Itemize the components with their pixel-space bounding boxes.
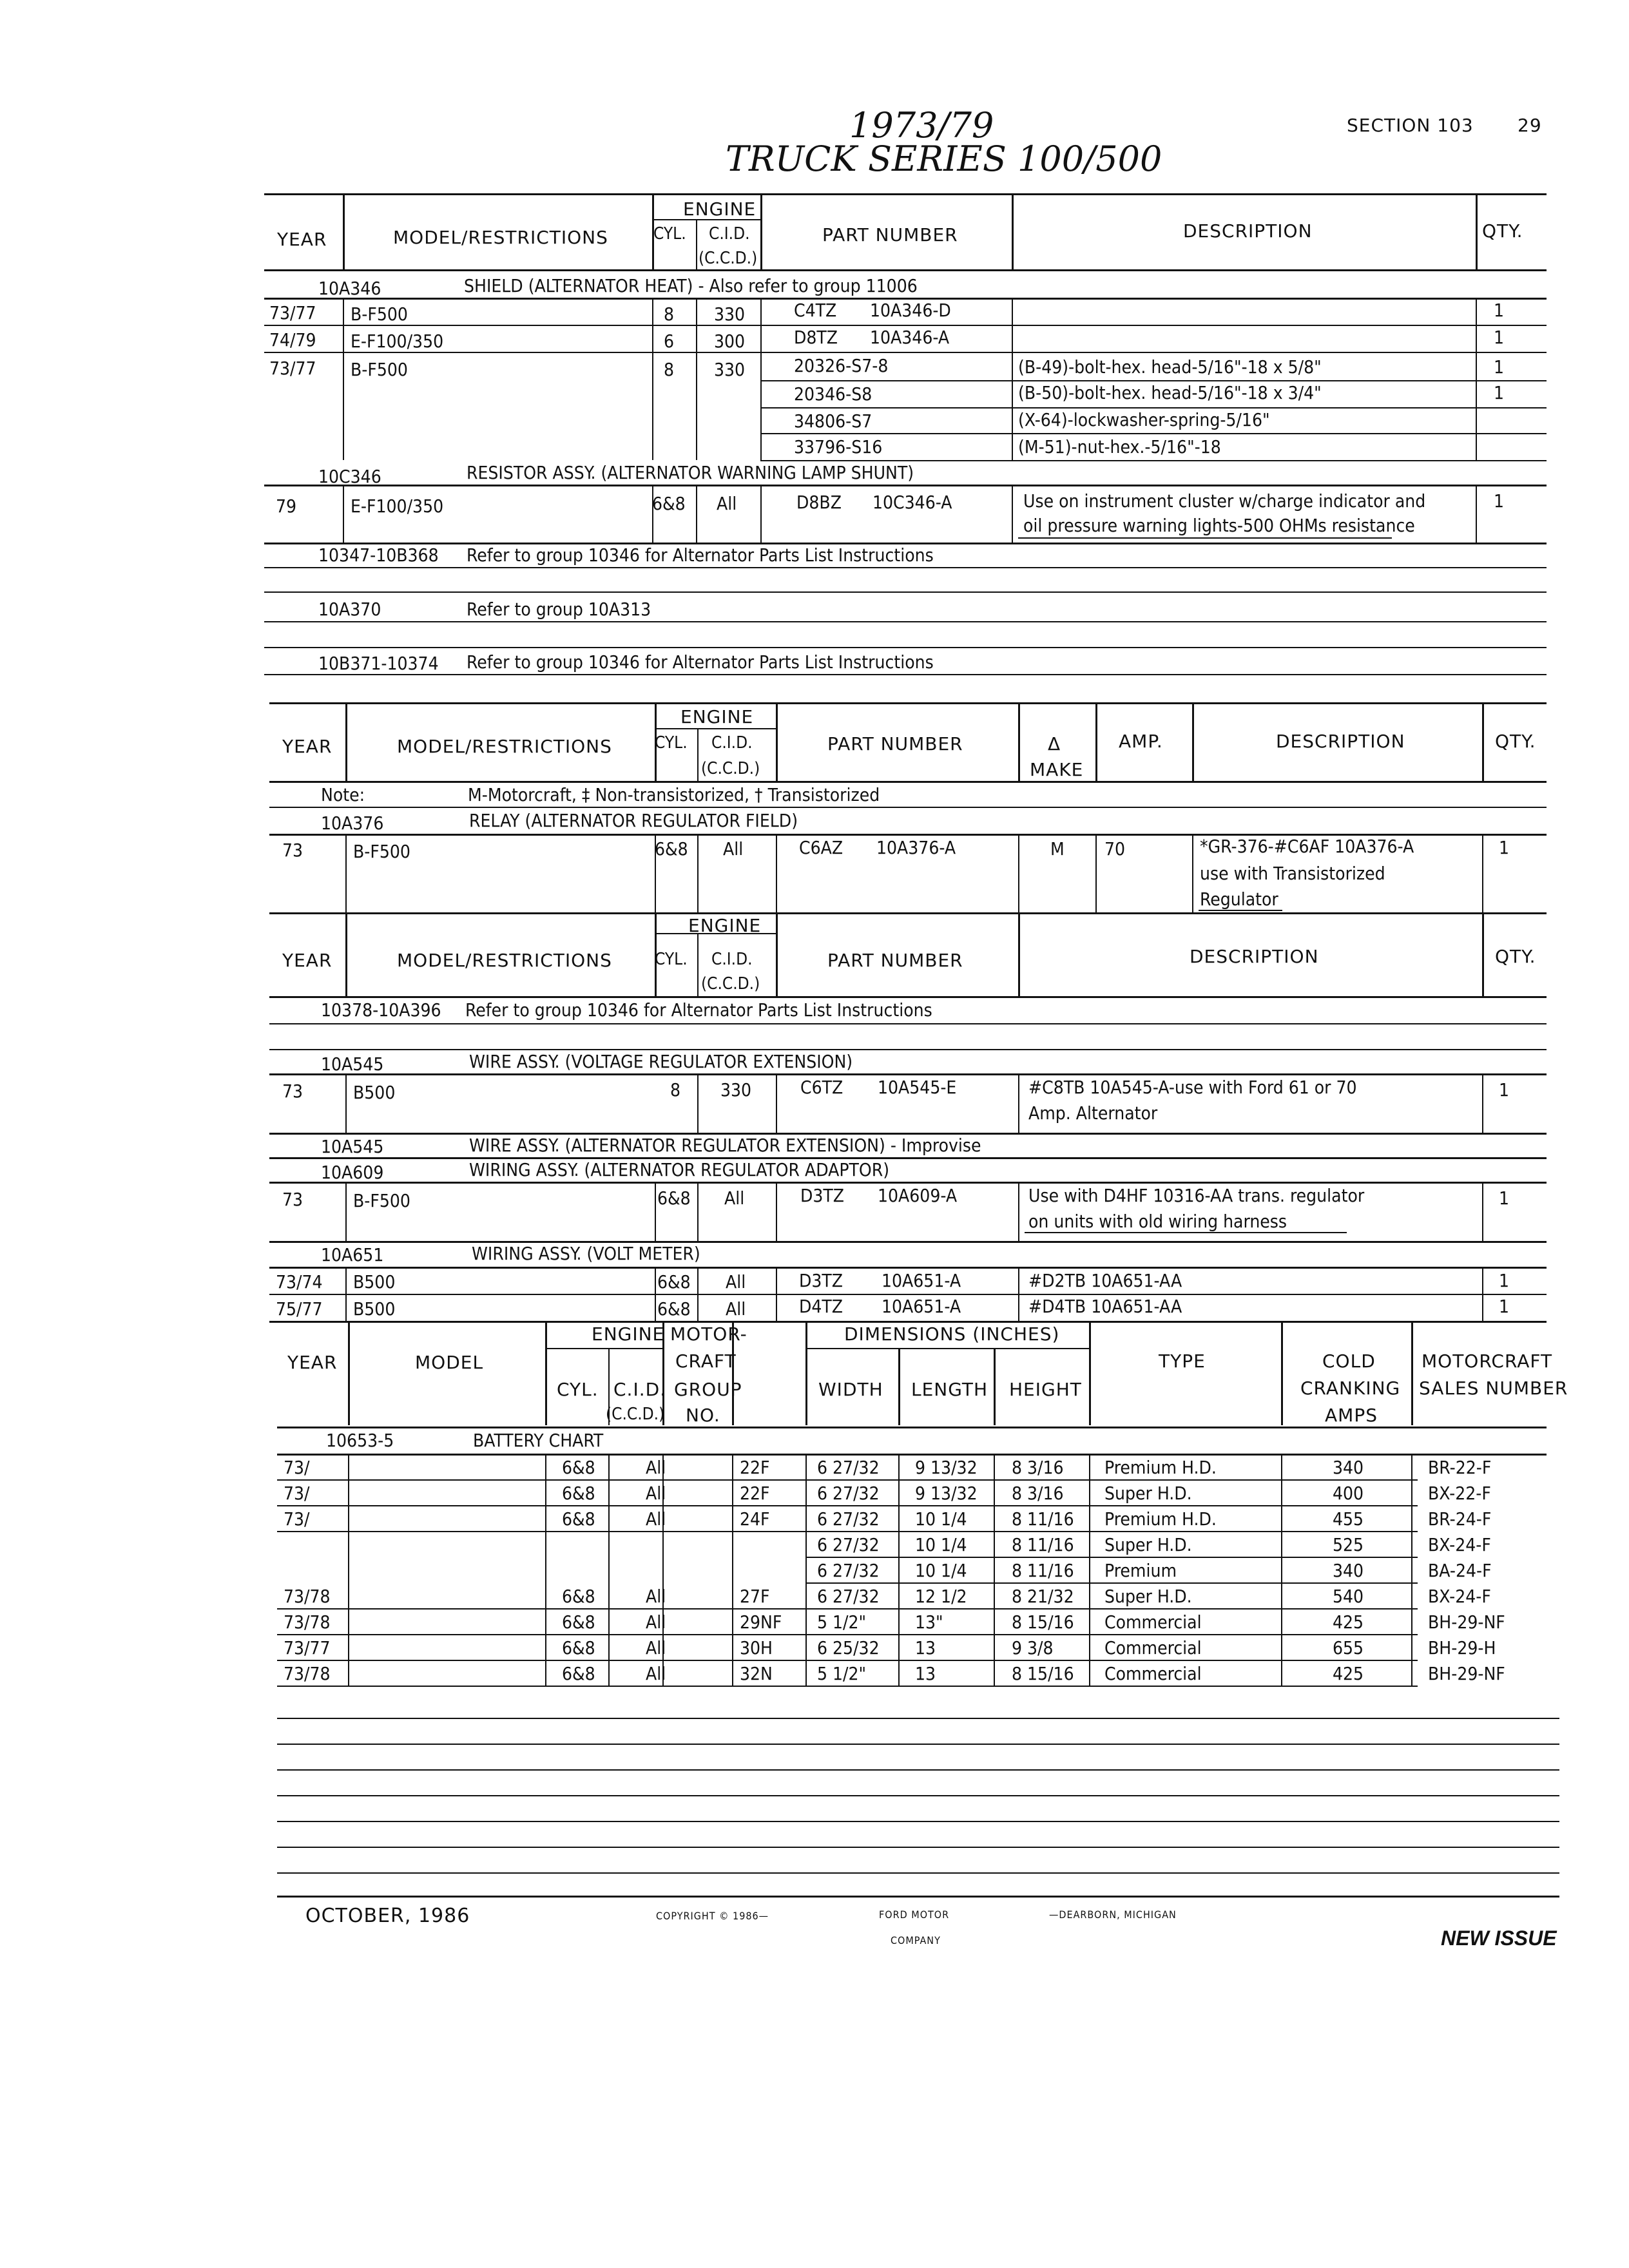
row-pn: 10A376-A	[876, 837, 956, 858]
col-model-restrictions: MODEL/RESTRICTIONS	[397, 736, 612, 757]
battery-type: Super H.D.	[1104, 1534, 1192, 1555]
page-title-series: TRUCK SERIES 100/500	[726, 139, 1162, 179]
battery-width: 5 1/2"	[817, 1663, 867, 1684]
battery-type: Premium H.D.	[1104, 1508, 1217, 1530]
col-ccd: (C.C.D.)	[606, 1405, 665, 1424]
col-cid: C.I.D.	[613, 1379, 667, 1400]
row-amp: 70	[1104, 838, 1126, 860]
row-cid: 300	[714, 331, 746, 352]
col-amps: AMPS	[1325, 1405, 1378, 1426]
battery-year: 73/78	[284, 1586, 331, 1607]
battery-group: 32N	[740, 1663, 773, 1684]
footer-location: —DEARBORN, MICHIGAN	[1049, 1908, 1177, 1921]
col-ccd: (C.C.D.)	[699, 249, 758, 268]
row-year: 75/77	[276, 1298, 323, 1320]
ref-text: Refer to group 10A313	[467, 599, 651, 620]
row-model: B500	[353, 1298, 396, 1320]
col-ccd: (C.C.D.)	[701, 974, 760, 994]
row-pn: 10A346-A	[870, 327, 950, 348]
col-make: MAKE	[1030, 759, 1084, 780]
col-qty: QTY.	[1495, 731, 1536, 752]
battery-type: Commercial	[1104, 1637, 1202, 1658]
col-type: TYPE	[1159, 1350, 1206, 1372]
battery-year: 73/	[284, 1508, 310, 1530]
battery-width: 6 27/32	[817, 1457, 880, 1478]
ref-code: 10A370	[318, 599, 381, 620]
row-desc: (B-49)-bolt-hex. head-5/16"-18 x 5/8"	[1018, 356, 1322, 378]
battery-height: 8 11/16	[1012, 1560, 1074, 1581]
battery-cyl: 6&8	[562, 1508, 595, 1530]
page-title-years: 1973/79	[849, 105, 994, 146]
col-year: YEAR	[282, 736, 333, 757]
battery-height: 8 15/16	[1012, 1611, 1074, 1633]
battery-amps: 425	[1333, 1663, 1364, 1684]
row-cid: All	[723, 838, 744, 860]
row-year: 73/77	[269, 358, 316, 379]
row-desc: use with Transistorized	[1200, 863, 1385, 884]
battery-length: 10 1/4	[915, 1560, 967, 1581]
col-cyl: CYL.	[655, 950, 688, 969]
group-title: BATTERY CHART	[473, 1430, 604, 1451]
row-cyl: 6&8	[657, 1298, 691, 1320]
battery-cyl: 6&8	[562, 1483, 595, 1504]
note-text: M-Motorcraft, ‡ Non-transistorized, † Transistorized	[468, 784, 880, 805]
row-qty: 1	[1494, 490, 1505, 512]
row-desc: Amp. Alternator	[1028, 1102, 1158, 1124]
col-amp: AMP.	[1119, 731, 1163, 752]
row-pn: 10A651-A	[882, 1270, 961, 1291]
group-title: WIRE ASSY. (ALTERNATOR REGULATOR EXTENSION) - Improvise	[469, 1135, 981, 1156]
row-year: 73	[282, 1189, 304, 1210]
page-number: 29	[1518, 115, 1542, 136]
battery-type: Super H.D.	[1104, 1586, 1192, 1607]
col-qty: QTY.	[1495, 946, 1536, 967]
col-model-restrictions: MODEL/RESTRICTIONS	[397, 950, 612, 971]
row-cyl: 6	[664, 331, 675, 352]
battery-cid: All	[646, 1483, 666, 1504]
battery-sales-number: BX-24-F	[1428, 1534, 1491, 1555]
battery-cyl: 6&8	[562, 1637, 595, 1658]
col-delta: Δ	[1048, 733, 1061, 754]
row-pn: 10C346-A	[872, 492, 952, 513]
group-code: 10A545	[321, 1053, 384, 1075]
row-cid: All	[724, 1187, 745, 1209]
footer-copyright: COPYRIGHT © 1986—	[656, 1910, 769, 1922]
col-dimensions: DIMENSIONS (INCHES)	[844, 1323, 1060, 1345]
battery-width: 6 27/32	[817, 1560, 880, 1581]
col-cold: COLD	[1322, 1350, 1376, 1372]
battery-width: 6 25/32	[817, 1637, 880, 1658]
battery-length: 12 1/2	[915, 1586, 967, 1607]
footer-company-line1: FORD MOTOR	[879, 1908, 950, 1921]
row-cyl: 6&8	[652, 493, 686, 514]
battery-length: 9 13/32	[915, 1483, 978, 1504]
col-cyl: CYL.	[655, 733, 688, 753]
col-description: DESCRIPTION	[1183, 220, 1313, 242]
row-cid: All	[726, 1271, 746, 1293]
col-year: YEAR	[287, 1352, 338, 1373]
row-model: E-F100/350	[351, 331, 444, 352]
col-length: LENGTH	[911, 1379, 988, 1400]
row-desc: (M-51)-nut-hex.-5/16"-18	[1018, 436, 1221, 457]
row-model: B-F500	[353, 1190, 410, 1211]
ref-text: Refer to group 10346 for Alternator Parts List Instructions	[467, 651, 934, 673]
battery-cid: All	[646, 1637, 666, 1658]
col-cyl: CYL.	[557, 1379, 599, 1400]
battery-cyl: 6&8	[562, 1663, 595, 1684]
battery-group: 22F	[740, 1483, 770, 1504]
row-desc: #D2TB 10A651-AA	[1028, 1270, 1182, 1291]
col-description: DESCRIPTION	[1190, 946, 1319, 967]
battery-cid: All	[646, 1611, 666, 1633]
row-cid: All	[717, 493, 737, 514]
row-pn: 33796-S16	[794, 436, 883, 457]
row-pn: 10A545-E	[878, 1077, 957, 1098]
col-model-restrictions: MODEL/RESTRICTIONS	[393, 227, 608, 248]
group-title: RELAY (ALTERNATOR REGULATOR FIELD)	[469, 810, 798, 831]
battery-year: 73/78	[284, 1663, 331, 1684]
col-part-number: PART NUMBER	[827, 733, 963, 754]
group-code: 10653-5	[326, 1430, 394, 1451]
col-motorcraft: MOTORCRAFT	[1422, 1350, 1553, 1372]
row-cyl: 6&8	[657, 1187, 691, 1209]
row-cid: 330	[714, 303, 746, 325]
battery-height: 8 3/16	[1012, 1483, 1064, 1504]
battery-amps: 425	[1333, 1611, 1364, 1633]
battery-amps: 340	[1333, 1457, 1364, 1478]
col-cid: C.I.D.	[711, 950, 753, 969]
battery-year: 73/78	[284, 1611, 331, 1633]
battery-sales-number: BH-29-NF	[1428, 1663, 1505, 1684]
battery-group: 22F	[740, 1457, 770, 1478]
row-pn: 10A651-A	[882, 1296, 961, 1317]
row-cyl: 8	[664, 359, 675, 380]
row-qty: 1	[1494, 327, 1505, 348]
group-code: 10A346	[318, 278, 381, 299]
group-title: WIRING ASSY. (ALTERNATOR REGULATOR ADAPTOR)	[469, 1159, 890, 1180]
note-label: Note:	[321, 784, 365, 805]
row-desc: on units with old wiring harness	[1028, 1211, 1287, 1232]
row-desc: #D4TB 10A651-AA	[1028, 1296, 1182, 1317]
footer-company-line2: COMPANY	[891, 1934, 941, 1946]
battery-length: 10 1/4	[915, 1534, 967, 1555]
row-desc: oil pressure warning lights-500 OHMs resistance	[1023, 515, 1415, 536]
col-engine: ENGINE	[592, 1323, 665, 1345]
col-engine: ENGINE	[680, 706, 754, 727]
row-model: B-F500	[351, 359, 408, 380]
battery-height: 8 21/32	[1012, 1586, 1074, 1607]
col-group: GROUP	[674, 1379, 742, 1400]
row-qty: 1	[1499, 1270, 1510, 1291]
battery-width: 5 1/2"	[817, 1611, 867, 1633]
battery-amps: 400	[1333, 1483, 1364, 1504]
row-desc: Use on instrument cluster w/charge indicator and	[1023, 490, 1426, 512]
col-description: DESCRIPTION	[1276, 731, 1405, 752]
row-year: 73	[282, 1081, 304, 1102]
footer-issue: NEW ISSUE	[1441, 1927, 1557, 1950]
battery-group: 29NF	[740, 1611, 782, 1633]
battery-amps: 655	[1333, 1637, 1364, 1658]
battery-type: Super H.D.	[1104, 1483, 1192, 1504]
row-pn-prefix: D4TZ	[799, 1296, 843, 1317]
row-pn-prefix: C4TZ	[794, 300, 837, 321]
row-desc: #C8TB 10A545-A-use with Ford 61 or 70	[1028, 1077, 1357, 1098]
row-desc: (X-64)-lockwasher-spring-5/16"	[1018, 409, 1270, 430]
col-model: MODEL	[415, 1352, 484, 1373]
row-make: M	[1050, 838, 1065, 860]
section-label: SECTION 103	[1347, 115, 1474, 136]
ref-text: Refer to group 10346 for Alternator Parts List Instructions	[465, 999, 932, 1021]
group-code: 10A376	[321, 812, 384, 834]
battery-cyl: 6&8	[562, 1611, 595, 1633]
battery-group: 30H	[740, 1637, 773, 1658]
row-cyl: 8	[670, 1079, 681, 1100]
battery-height: 8 11/16	[1012, 1534, 1074, 1555]
col-part-number: PART NUMBER	[822, 224, 958, 245]
row-qty: 1	[1494, 382, 1505, 403]
row-desc: *GR-376-#C6AF 10A376-A	[1200, 836, 1414, 857]
row-year: 73/74	[276, 1271, 323, 1293]
group-code: 10C346	[318, 466, 381, 487]
col-engine: ENGINE	[688, 915, 762, 936]
row-year: 73/77	[269, 302, 316, 323]
row-qty: 1	[1499, 1079, 1510, 1100]
footer-date: OCTOBER, 1986	[305, 1905, 470, 1927]
row-cid: 330	[714, 359, 746, 380]
battery-width: 6 27/32	[817, 1534, 880, 1555]
row-cid: All	[726, 1298, 746, 1320]
row-pn-prefix: C6TZ	[800, 1077, 843, 1098]
col-cyl: CYL.	[653, 224, 686, 244]
col-no: NO.	[686, 1405, 720, 1426]
group-title: WIRE ASSY. (VOLTAGE REGULATOR EXTENSION)	[469, 1051, 853, 1072]
battery-amps: 455	[1333, 1508, 1364, 1530]
row-model: B500	[353, 1271, 396, 1293]
row-qty: 1	[1494, 300, 1505, 321]
group-title: SHIELD (ALTERNATOR HEAT) - Also refer to group 11006	[464, 275, 918, 296]
battery-sales-number: BA-24-F	[1428, 1560, 1492, 1581]
ref-code: 10378-10A396	[321, 999, 441, 1021]
battery-height: 8 15/16	[1012, 1663, 1074, 1684]
battery-width: 6 27/32	[817, 1508, 880, 1530]
ref-code: 10347-10B368	[318, 544, 439, 566]
row-desc: Use with D4HF 10316-AA trans. regulator	[1028, 1185, 1365, 1206]
row-year: 74/79	[269, 329, 316, 351]
row-pn: 20326-S7-8	[794, 355, 889, 376]
battery-sales-number: BX-22-F	[1428, 1483, 1491, 1504]
row-model: B-F500	[351, 303, 408, 325]
row-pn-prefix: C6AZ	[799, 837, 843, 858]
battery-length: 13	[915, 1637, 936, 1658]
battery-sales-number: BR-24-F	[1428, 1508, 1492, 1530]
row-pn: 34806-S7	[794, 410, 872, 432]
col-cid: C.I.D.	[711, 733, 753, 753]
battery-year: 73/	[284, 1457, 310, 1478]
row-cyl: 6&8	[655, 838, 688, 860]
row-model: B500	[353, 1082, 396, 1103]
ref-text: Refer to group 10346 for Alternator Parts List Instructions	[467, 544, 934, 566]
battery-height: 9 3/8	[1012, 1637, 1054, 1658]
row-pn-prefix: D8BZ	[796, 492, 842, 513]
row-desc: (B-50)-bolt-hex. head-5/16"-18 x 3/4"	[1018, 382, 1322, 403]
col-height: HEIGHT	[1009, 1379, 1082, 1400]
battery-amps: 525	[1333, 1534, 1364, 1555]
battery-sales-number: BH-29-NF	[1428, 1611, 1505, 1633]
battery-type: Commercial	[1104, 1663, 1202, 1684]
row-pn-prefix: D3TZ	[800, 1185, 845, 1206]
row-cid: 330	[720, 1079, 752, 1100]
battery-type: Premium	[1104, 1560, 1177, 1581]
group-code: 10A545	[321, 1136, 384, 1157]
battery-length: 10 1/4	[915, 1508, 967, 1530]
battery-cid: All	[646, 1663, 666, 1684]
battery-sales-number: BX-24-F	[1428, 1586, 1491, 1607]
group-code: 10A609	[321, 1162, 384, 1183]
battery-group: 27F	[740, 1586, 770, 1607]
row-cyl: 8	[664, 303, 675, 325]
row-qty: 1	[1499, 1187, 1510, 1209]
row-qty: 1	[1494, 356, 1505, 378]
battery-cyl: 6&8	[562, 1457, 595, 1478]
row-model: E-F100/350	[351, 495, 444, 517]
row-cyl: 6&8	[657, 1271, 691, 1293]
col-qty: QTY.	[1482, 220, 1523, 242]
battery-amps: 340	[1333, 1560, 1364, 1581]
battery-sales-number: BR-22-F	[1428, 1457, 1492, 1478]
row-desc: Regulator	[1200, 889, 1278, 910]
ref-code: 10B371-10374	[318, 653, 439, 674]
row-pn-prefix: D8TZ	[794, 327, 838, 348]
battery-year: 73/	[284, 1483, 310, 1504]
battery-cid: All	[646, 1508, 666, 1530]
battery-width: 6 27/32	[817, 1586, 880, 1607]
battery-length: 13	[915, 1663, 936, 1684]
battery-cyl: 6&8	[562, 1586, 595, 1607]
col-cid: C.I.D.	[709, 224, 750, 244]
battery-length: 9 13/32	[915, 1457, 978, 1478]
group-code: 10A651	[321, 1244, 384, 1265]
battery-width: 6 27/32	[817, 1483, 880, 1504]
row-qty: 1	[1499, 837, 1510, 858]
col-part-number: PART NUMBER	[827, 950, 963, 971]
row-model: B-F500	[353, 841, 410, 862]
group-title: RESISTOR ASSY. (ALTERNATOR WARNING LAMP SHUNT)	[467, 462, 914, 483]
battery-type: Commercial	[1104, 1611, 1202, 1633]
battery-type: Premium H.D.	[1104, 1457, 1217, 1478]
group-title: WIRING ASSY. (VOLT METER)	[472, 1243, 700, 1264]
col-craft: CRAFT	[675, 1350, 737, 1372]
battery-cid: All	[646, 1457, 666, 1478]
battery-sales-number: BH-29-H	[1428, 1637, 1496, 1658]
battery-year: 73/77	[284, 1637, 331, 1658]
row-pn: 10A346-D	[870, 300, 951, 321]
battery-amps: 540	[1333, 1586, 1364, 1607]
col-width: WIDTH	[818, 1379, 883, 1400]
row-qty: 1	[1499, 1296, 1510, 1317]
col-engine: ENGINE	[683, 198, 757, 220]
row-pn-prefix: D3TZ	[799, 1270, 843, 1291]
col-year: YEAR	[277, 229, 327, 250]
row-year: 79	[276, 495, 297, 517]
col-ccd: (C.C.D.)	[701, 759, 760, 778]
battery-height: 8 3/16	[1012, 1457, 1064, 1478]
col-cranking: CRANKING	[1300, 1378, 1401, 1399]
row-pn: 20346-S8	[794, 383, 872, 405]
col-motor: MOTOR-	[670, 1323, 747, 1345]
battery-cid: All	[646, 1586, 666, 1607]
battery-height: 8 11/16	[1012, 1508, 1074, 1530]
battery-length: 13"	[915, 1611, 943, 1633]
battery-group: 24F	[740, 1508, 770, 1530]
row-pn: 10A609-A	[878, 1185, 958, 1206]
row-year: 73	[282, 840, 304, 861]
col-sales-number: SALES NUMBER	[1419, 1378, 1568, 1399]
col-year: YEAR	[282, 950, 333, 971]
